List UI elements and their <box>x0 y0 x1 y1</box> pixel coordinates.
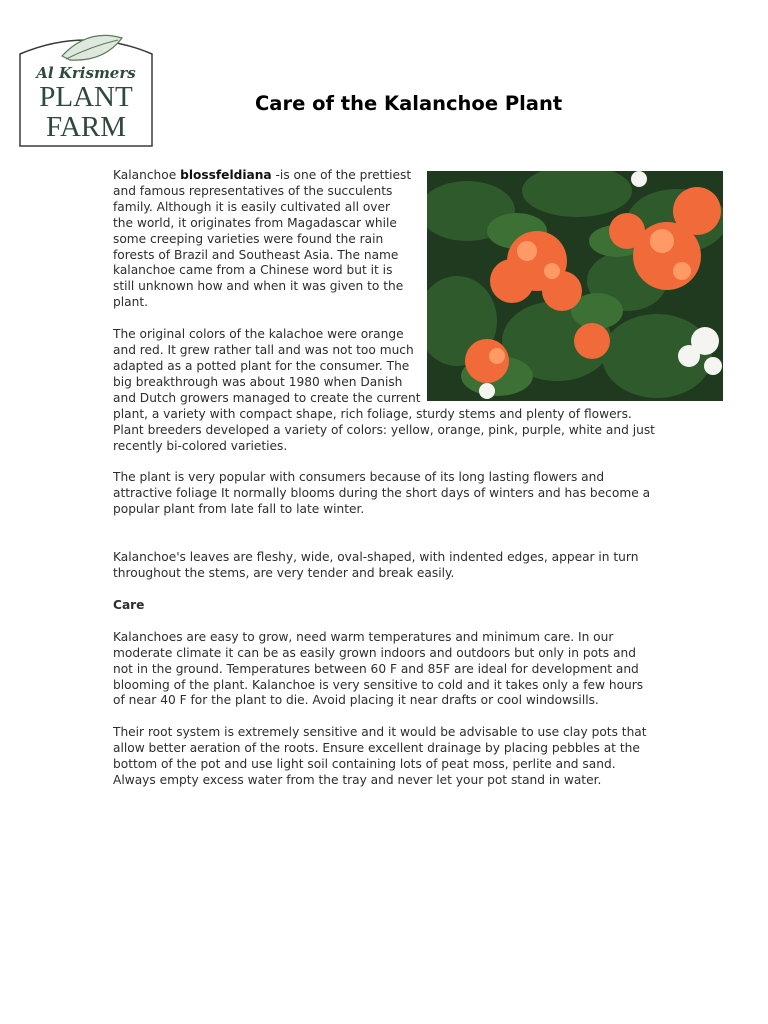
article-body <box>113 168 658 805</box>
spacer <box>113 534 658 550</box>
plant-farm-logo <box>18 32 154 148</box>
logo-line1: Al Krismers <box>36 64 136 82</box>
intro-paragraph <box>113 168 413 311</box>
page-title: Care of the Kalanchoe Plant <box>255 92 563 115</box>
care-heading: Care <box>113 597 145 612</box>
logo-line2: PLANT <box>39 81 133 113</box>
photo-spacer <box>422 168 658 400</box>
intro-text: -is one of the prettiest and famous representatives of the succulents family. Although it is easily cultivated all over the world, it originates from Magadascar while some creeping varieties were found the rain forests of Brazil and Southeast Asia. The name kalanchoe came from a Chinese word but it is still unknown how and when it was given to the plant. <box>113 168 412 310</box>
care-paragraph: Kalanchoes are easy to grow, need warm temperatures and minimum care. In our moderate climate it can be as easily grown indoors and outdoors but only in pots and not in the ground. Temperatures between 60 F and 85F are ideal for development and blooming of the plant. Kalanchoe is very sensitive to cold and it takes only a few hours of near 40 F for the plant to die. Avoid placing it near drafts or cool windowsills. <box>113 629 644 708</box>
species-name: blossfeldiana <box>180 168 272 182</box>
roots-paragraph: Their root system is extremely sensitive and it would be advisable to use clay pots that allow better aeration of the roots. Ensure excellent drainage by placing pebbles at the bottom of the pot and use light soil containing lots of peat moss, perlite and sand. Always empty excess water from the tray and never let your pot stand in water. <box>113 725 647 788</box>
leaves-paragraph: Kalanchoe's leaves are fleshy, wide, oval-shaped, with indented edges, appear in turn throughout the stems, are very tender and break easily. <box>113 550 639 581</box>
logo-line3: FARM <box>45 111 127 143</box>
popular-paragraph: The plant is very popular with consumers because of its long lasting flowers and attractive foliage It normally blooms during the short days of winters and has become a popular plant from late fall to late winter. <box>113 470 651 517</box>
intro-name-plain: Kalanchoe <box>113 168 181 182</box>
colors-paragraph: The original colors of the kalachoe were orange and red. It grew rather tall and was not too much adapted as a potted plant for the consumer. The big breakthrough was about 1980 when Danish and Dutch growers managed to create the current plant, a variety with compact shape, rich foliage, sturdy stems and plenty of flowers. Plant breeders developed a variety of colors: yellow, orange, pink, purple, white and just recently bi-colored varieties. <box>113 327 655 453</box>
